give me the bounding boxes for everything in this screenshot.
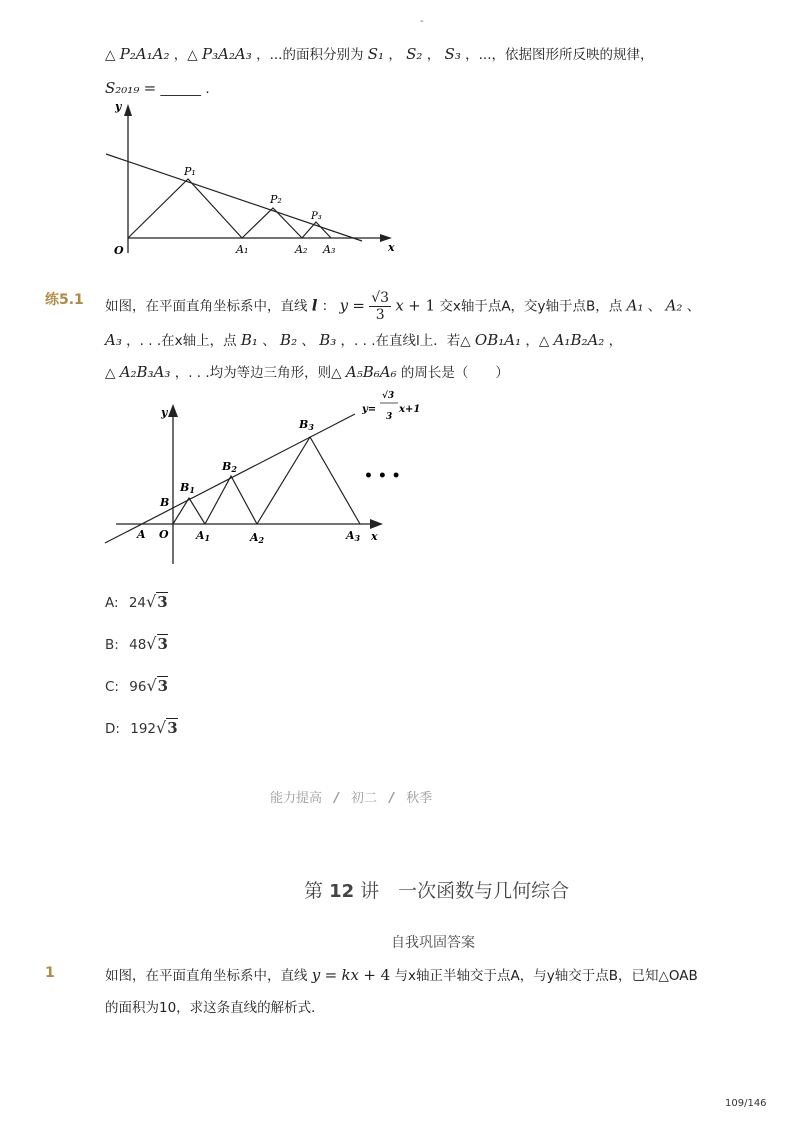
fraction-denominator: 3 <box>375 307 385 323</box>
label-b2 <box>221 460 237 474</box>
label-a2 <box>249 531 265 545</box>
sqrt-icon: √ <box>146 634 157 653</box>
option-b[interactable] <box>105 634 168 653</box>
page-footer-breadcrumb <box>270 787 432 806</box>
eq-tail: x+1 <box>399 404 421 415</box>
label-b1 <box>179 481 195 495</box>
text: ， <box>608 333 623 349</box>
option-d[interactable] <box>105 718 178 737</box>
option-letter: D: <box>105 721 120 737</box>
text: 与x轴正半轴交于点A，与y轴交于点B，已知△OAB <box>394 968 698 984</box>
label-b3-letter: B <box>299 418 309 431</box>
problem-line-2 <box>105 78 210 99</box>
text: ，. . .均为等边三角形，则△ <box>174 365 342 381</box>
sep: 、 <box>686 298 701 315</box>
label-o: O <box>114 244 124 257</box>
footer-part-2: 初二 <box>351 791 378 806</box>
triangle-p2a1a2: P₂A₁A₂ <box>119 45 170 63</box>
option-letter: B: <box>105 637 119 653</box>
label-a3 <box>345 529 361 543</box>
s3: S₃ <box>444 45 461 63</box>
point-b1: B₁ <box>240 331 258 349</box>
label-a1: A₁ <box>236 243 249 256</box>
option-root: 3 <box>167 719 178 737</box>
lecture-name: 讲 一次函数与几何综合 <box>360 880 570 902</box>
point-a2: A₂ <box>665 296 683 315</box>
ellipsis-dots: • • • <box>364 468 401 484</box>
label-a1 <box>195 529 210 543</box>
option-value <box>128 592 168 611</box>
footer-part-3: 秋季 <box>406 791 433 806</box>
triangle-2 <box>242 208 302 238</box>
label-o: O <box>159 528 169 541</box>
fraction-numerator: √3 <box>371 290 390 306</box>
option-root: 3 <box>157 677 169 695</box>
option-root: 3 <box>157 593 168 611</box>
triangle-p3a2a3: P₃A₂A₃ <box>201 45 252 63</box>
option-coef: 48 <box>129 637 147 653</box>
option-coef: 192 <box>130 721 157 737</box>
text: ，. . .在直线l上．若△ <box>340 333 471 349</box>
option-coef: 96 <box>129 679 147 695</box>
triangle-3 <box>302 222 331 238</box>
triangle-1 <box>173 498 205 524</box>
label-b1-sub: 1 <box>189 485 195 495</box>
question-line-2: 的面积为10，求这条直线的解析式． <box>105 1000 325 1016</box>
var-kx: kx <box>341 966 360 984</box>
exercise-label: 练5.1 <box>45 292 84 308</box>
answer-blank: ______ <box>160 81 202 97</box>
label-b2-sub: 2 <box>231 464 237 474</box>
label-b: B <box>160 496 170 509</box>
label-a3-sub: 3 <box>354 533 361 543</box>
triangle-a2b3a3: A₂B₃A₃ <box>119 363 171 381</box>
problem-tail: ，...，依据图形所反映的规律， <box>465 47 654 63</box>
label-a3: A₃ <box>323 243 336 256</box>
comma: ， <box>388 47 402 63</box>
option-value <box>130 718 178 737</box>
triangle-2 <box>205 476 257 524</box>
text: △ <box>105 365 116 381</box>
var-x: x <box>395 296 404 315</box>
s2: S₂ <box>406 45 423 63</box>
exercise-line-1 <box>105 290 700 323</box>
line-name: l <box>311 296 318 315</box>
sqrt-icon: √ <box>146 676 157 695</box>
text: 交x轴于点A，交y轴于点B，点 <box>439 298 623 315</box>
label-b3-sub: 3 <box>308 422 314 432</box>
option-coef: 24 <box>128 595 147 611</box>
triangle-a5b6a6: A₅B₆A₆ <box>345 363 397 381</box>
s1: S₁ <box>367 45 385 63</box>
label-p1: P₁ <box>184 165 196 178</box>
lecture-number: 12 <box>329 881 355 902</box>
question-line-1 <box>105 965 698 986</box>
question-number: 1 <box>45 965 55 981</box>
footer-sep: / <box>334 791 339 806</box>
label-b1-letter: B <box>180 481 190 494</box>
equals: = <box>324 966 338 984</box>
problem-line-1 <box>105 44 654 65</box>
header-mark: - <box>420 16 424 27</box>
equals: = <box>143 79 157 97</box>
point-b3: B₃ <box>319 331 337 349</box>
label-a2: A₂ <box>295 243 308 256</box>
y-axis-arrow-icon <box>124 104 132 116</box>
s2019: S₂₀₁₉ <box>105 79 140 97</box>
line-l <box>106 154 362 241</box>
lecture-title <box>304 876 569 903</box>
sep: 、 <box>301 333 315 349</box>
sqrt-icon: √ <box>156 718 167 737</box>
var-y: y <box>311 966 321 984</box>
label-a1-sub: 1 <box>204 533 211 543</box>
triangle-a1b2a2: A₁B₂A₂ <box>553 331 605 349</box>
lecture-pre: 第 <box>304 880 324 902</box>
var-y: y <box>339 296 349 315</box>
option-a[interactable] <box>105 592 168 611</box>
triangle-ob1a1: OB₁A₁ <box>474 331 522 349</box>
label-a2-letter: A <box>250 531 259 544</box>
plus-one: + 1 <box>408 296 436 315</box>
text: ，△ <box>525 333 550 349</box>
footer-sep: / <box>389 791 394 806</box>
separator: ，△ <box>173 47 198 63</box>
exercise-line-3 <box>105 362 509 383</box>
point-a3: A₃ <box>105 331 122 349</box>
text: 如图，在平面直角坐标系中，直线 <box>105 298 308 315</box>
option-letter: C: <box>105 679 119 695</box>
option-c[interactable] <box>105 676 168 695</box>
text: ，. . .在x轴上，点 <box>126 333 237 349</box>
plus-four: + 4 <box>363 966 391 984</box>
point-a1: A₁ <box>626 296 644 315</box>
figure-1 <box>100 98 410 263</box>
option-letter: A: <box>105 595 119 611</box>
label-a: A <box>137 528 146 541</box>
text: 如图，在平面直角坐标系中，直线 <box>105 968 308 984</box>
label-x: x <box>388 241 395 254</box>
label-y: y <box>161 406 168 419</box>
exercise-line-2 <box>105 330 622 351</box>
label-a1-letter: A <box>196 529 205 542</box>
eq-den: 3 <box>386 412 393 422</box>
page-number: 109/146 <box>725 1098 767 1109</box>
point-b2: B₂ <box>280 331 298 349</box>
fraction-sqrt3-over-3 <box>369 290 391 323</box>
eq-y: y= <box>362 404 377 415</box>
y-axis-arrow-icon <box>168 404 178 417</box>
colon: ： <box>321 298 336 315</box>
label-p2: P₂ <box>270 193 282 206</box>
option-root: 3 <box>157 635 168 653</box>
triangle-1 <box>128 179 242 238</box>
text: 的周长是（ ） <box>400 365 509 381</box>
x-axis-arrow-icon <box>370 519 383 529</box>
equals: = <box>352 296 365 315</box>
option-value <box>129 676 169 695</box>
label-p3: P₃ <box>311 211 322 222</box>
comma: ， <box>426 47 441 63</box>
label-x: x <box>371 530 378 543</box>
figure-2 <box>100 386 430 566</box>
period: . <box>205 81 210 97</box>
option-value <box>129 634 168 653</box>
footer-part-1: 能力提高 <box>270 791 323 806</box>
sqrt-icon: √ <box>146 592 157 611</box>
label-a3-letter: A <box>346 529 355 542</box>
label-b2-letter: B <box>222 460 232 473</box>
sep: 、 <box>262 333 276 349</box>
eq-num: √3 <box>382 391 395 401</box>
label-b3 <box>298 418 314 432</box>
sep: 、 <box>647 298 662 315</box>
label-a2-sub: 2 <box>258 535 265 545</box>
label-y: y <box>115 100 122 113</box>
triangle-symbol: △ <box>105 47 116 63</box>
triangle-3 <box>257 437 360 524</box>
answers-title: 自我巩固答案 <box>391 935 475 951</box>
problem-text: ，...的面积分别为 <box>256 47 364 63</box>
